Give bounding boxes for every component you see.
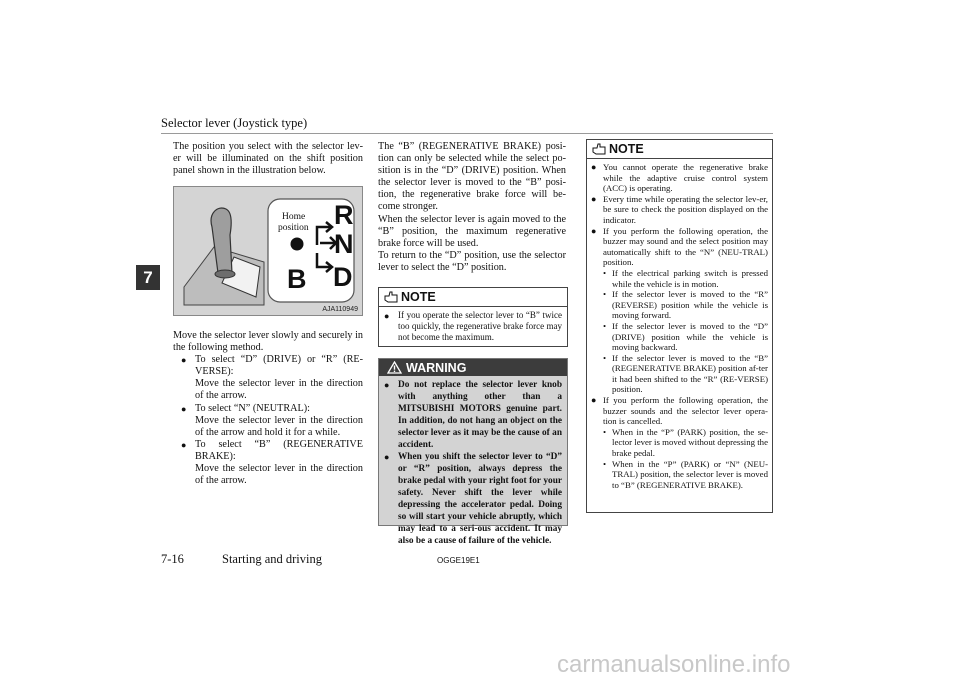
sub-item-text: If the selector lever is moved to the “B” (REGENERATIVE BRAKE) position af-ter it had been shifted to the “R” (RE-VERSE) position. bbox=[612, 352, 768, 395]
list-item bbox=[591, 226, 768, 268]
sub-list-item bbox=[591, 268, 768, 289]
note-body bbox=[379, 307, 567, 343]
chapter-tab: 7 bbox=[136, 265, 160, 290]
intro-paragraph: The position you select with the selector lev-er will be illuminated on the shift position panel shown in the illustration below. bbox=[173, 141, 363, 177]
paragraph-return-d: To return to the “D” position, use the selector lever to select the “D” position. bbox=[378, 249, 566, 273]
bullet-icon: ● bbox=[181, 355, 187, 366]
bullet-icon: ● bbox=[591, 395, 597, 406]
shift-panel-illustration bbox=[173, 186, 363, 316]
position-letter-r: R bbox=[334, 200, 354, 230]
home-label-line1: Home bbox=[282, 212, 306, 222]
sub-bullet-icon: • bbox=[603, 458, 607, 469]
sub-item-text: If the selector lever is moved to the “R” (REVERSE) position while the vehicle is moving forward. bbox=[612, 289, 768, 321]
sub-list-item bbox=[591, 321, 768, 353]
sub-list-item bbox=[591, 427, 768, 459]
list-item bbox=[591, 194, 768, 226]
note-title: NOTE bbox=[609, 142, 644, 156]
note-body bbox=[587, 159, 772, 490]
list-item bbox=[181, 354, 363, 378]
bullet-icon: ● bbox=[591, 193, 597, 204]
list-item-head: To select “D” (DRIVE) or “R” (RE-VERSE): bbox=[195, 354, 363, 378]
warning-box bbox=[378, 358, 568, 546]
note-item-text: If you perform the following operation, the buzzer may sound and the select position may automatically shift to the “N” (NEU-TRAL) position. bbox=[603, 225, 768, 268]
list-item-body: Move the selector lever in the direction of the arrow. bbox=[195, 463, 363, 487]
list-item bbox=[591, 162, 768, 194]
warning-triangle-icon bbox=[387, 361, 402, 374]
warning-title: WARNING bbox=[406, 360, 467, 375]
note-title: NOTE bbox=[401, 290, 436, 304]
sub-list-item bbox=[591, 459, 768, 491]
sub-item-text: If the electrical parking switch is pressed while the vehicle is in motion. bbox=[612, 267, 768, 289]
section-name: Starting and driving bbox=[222, 552, 322, 566]
paragraph-max-brake: When the selector lever is again moved to the “B” position, the maximum regenerative brake force will be used. bbox=[378, 213, 566, 249]
list-item-body: Move the selector lever in the direction of the arrow. bbox=[195, 378, 363, 402]
list-item bbox=[384, 379, 562, 451]
paragraph-b-position: The “B” (REGENERATIVE BRAKE) posi-tion can only be selected while the select po-sition is in the “D” (DRIVE) position. When the selector lever is moved to the “B” posi-tion, the regenerative brake force will be-come stronger. bbox=[378, 141, 566, 213]
sub-item-text: If the selector lever is moved to the “D” (DRIVE) position while the vehicle is moving backward. bbox=[612, 320, 768, 353]
warning-item-text: When you shift the selector lever to “D” or “R” position, always depress the brake pedal with your right foot for your safety. Never shift the lever while depressing the accelerator pedal. Doing so will start your vehicle abruptly, which may lead to a seri-ous accident. It may also be a cause of failure of the vehicle. bbox=[398, 452, 562, 546]
move-intro-paragraph: Move the selector lever slowly and securely in the following method. bbox=[173, 330, 363, 354]
note-hand-icon bbox=[592, 143, 606, 155]
warning-header bbox=[379, 359, 567, 376]
warning-item-text: Do not replace the selector lever knob with anything other than a MITSUBISHI MOTORS genuine part. In addition, do not hang an object on the selector lever as it may be the cause of an accident. bbox=[398, 380, 562, 450]
bullet-icon: ● bbox=[181, 439, 187, 450]
list-item bbox=[181, 439, 363, 463]
note-item-text: If you operate the selector lever to “B” twice too quickly, the regenerative brake force may not become the maximum. bbox=[398, 310, 562, 342]
note-hand-icon bbox=[384, 291, 398, 303]
bullet-icon: ● bbox=[384, 311, 390, 321]
left-procedure bbox=[173, 330, 363, 487]
note-item-text: If you perform the following operation, the buzzer sounds and the selector lever opera-tion is cancelled. bbox=[603, 395, 768, 427]
header-rule bbox=[161, 133, 773, 134]
position-letter-d: D bbox=[333, 262, 353, 292]
sub-list-item bbox=[591, 289, 768, 321]
list-item bbox=[181, 403, 363, 415]
bullet-icon: ● bbox=[384, 452, 390, 462]
bullet-icon: ● bbox=[591, 162, 597, 172]
note-item-text: You cannot operate the regenerative brake while the adaptive cruise control system (ACC) is operating. bbox=[603, 162, 768, 194]
list-item bbox=[591, 395, 768, 427]
home-label-line2: position bbox=[278, 223, 309, 233]
list-item-head: To select “N” (NEUTRAL): bbox=[195, 402, 310, 414]
sub-item-text: When in the “P” (PARK) position, the se-lector lever is moved without depressing the brake pedal. bbox=[612, 426, 768, 459]
middle-column bbox=[378, 141, 566, 274]
list-item-body: Move the selector lever in the direction of the arrow and hold it for a while. bbox=[195, 414, 363, 438]
position-letter-b: B bbox=[287, 264, 307, 294]
bullet-icon: ● bbox=[181, 403, 187, 414]
middle-note-box bbox=[378, 287, 568, 347]
list-item bbox=[384, 451, 562, 547]
warning-body bbox=[379, 376, 567, 547]
sub-bullet-icon: • bbox=[603, 320, 607, 331]
note-header bbox=[587, 140, 772, 159]
sub-item-text: When in the “P” (PARK) or “N” (NEU-TRAL) position, the selector lever is moved to “B” (REGENERATIVE BRAKE). bbox=[612, 458, 768, 490]
figure-code: AJA110949 bbox=[322, 306, 358, 313]
position-letter-n: N bbox=[334, 229, 354, 259]
list-item-head: To select “B” (REGENERATIVE BRAKE): bbox=[195, 438, 363, 462]
note-item-text: Every time while operating the selector lev-er, be sure to check the position displayed on the indicator. bbox=[603, 193, 768, 225]
page-number: 7-16 bbox=[161, 552, 184, 566]
bullet-icon: ● bbox=[591, 225, 597, 236]
list-item bbox=[384, 310, 562, 343]
sub-bullet-icon: • bbox=[603, 289, 607, 300]
sub-bullet-icon: • bbox=[603, 267, 607, 278]
page-header-title: Selector lever (Joystick type) bbox=[161, 116, 308, 130]
left-column bbox=[173, 141, 363, 177]
document-code: OGGE19E1 bbox=[437, 556, 480, 565]
note-header bbox=[379, 288, 567, 307]
right-note-box bbox=[586, 139, 773, 513]
sub-list-item bbox=[591, 353, 768, 395]
watermark: carmanualsonline.info bbox=[557, 651, 791, 678]
bullet-icon: ● bbox=[384, 380, 390, 390]
sub-bullet-icon: • bbox=[603, 426, 607, 437]
sub-bullet-icon: • bbox=[603, 352, 607, 363]
